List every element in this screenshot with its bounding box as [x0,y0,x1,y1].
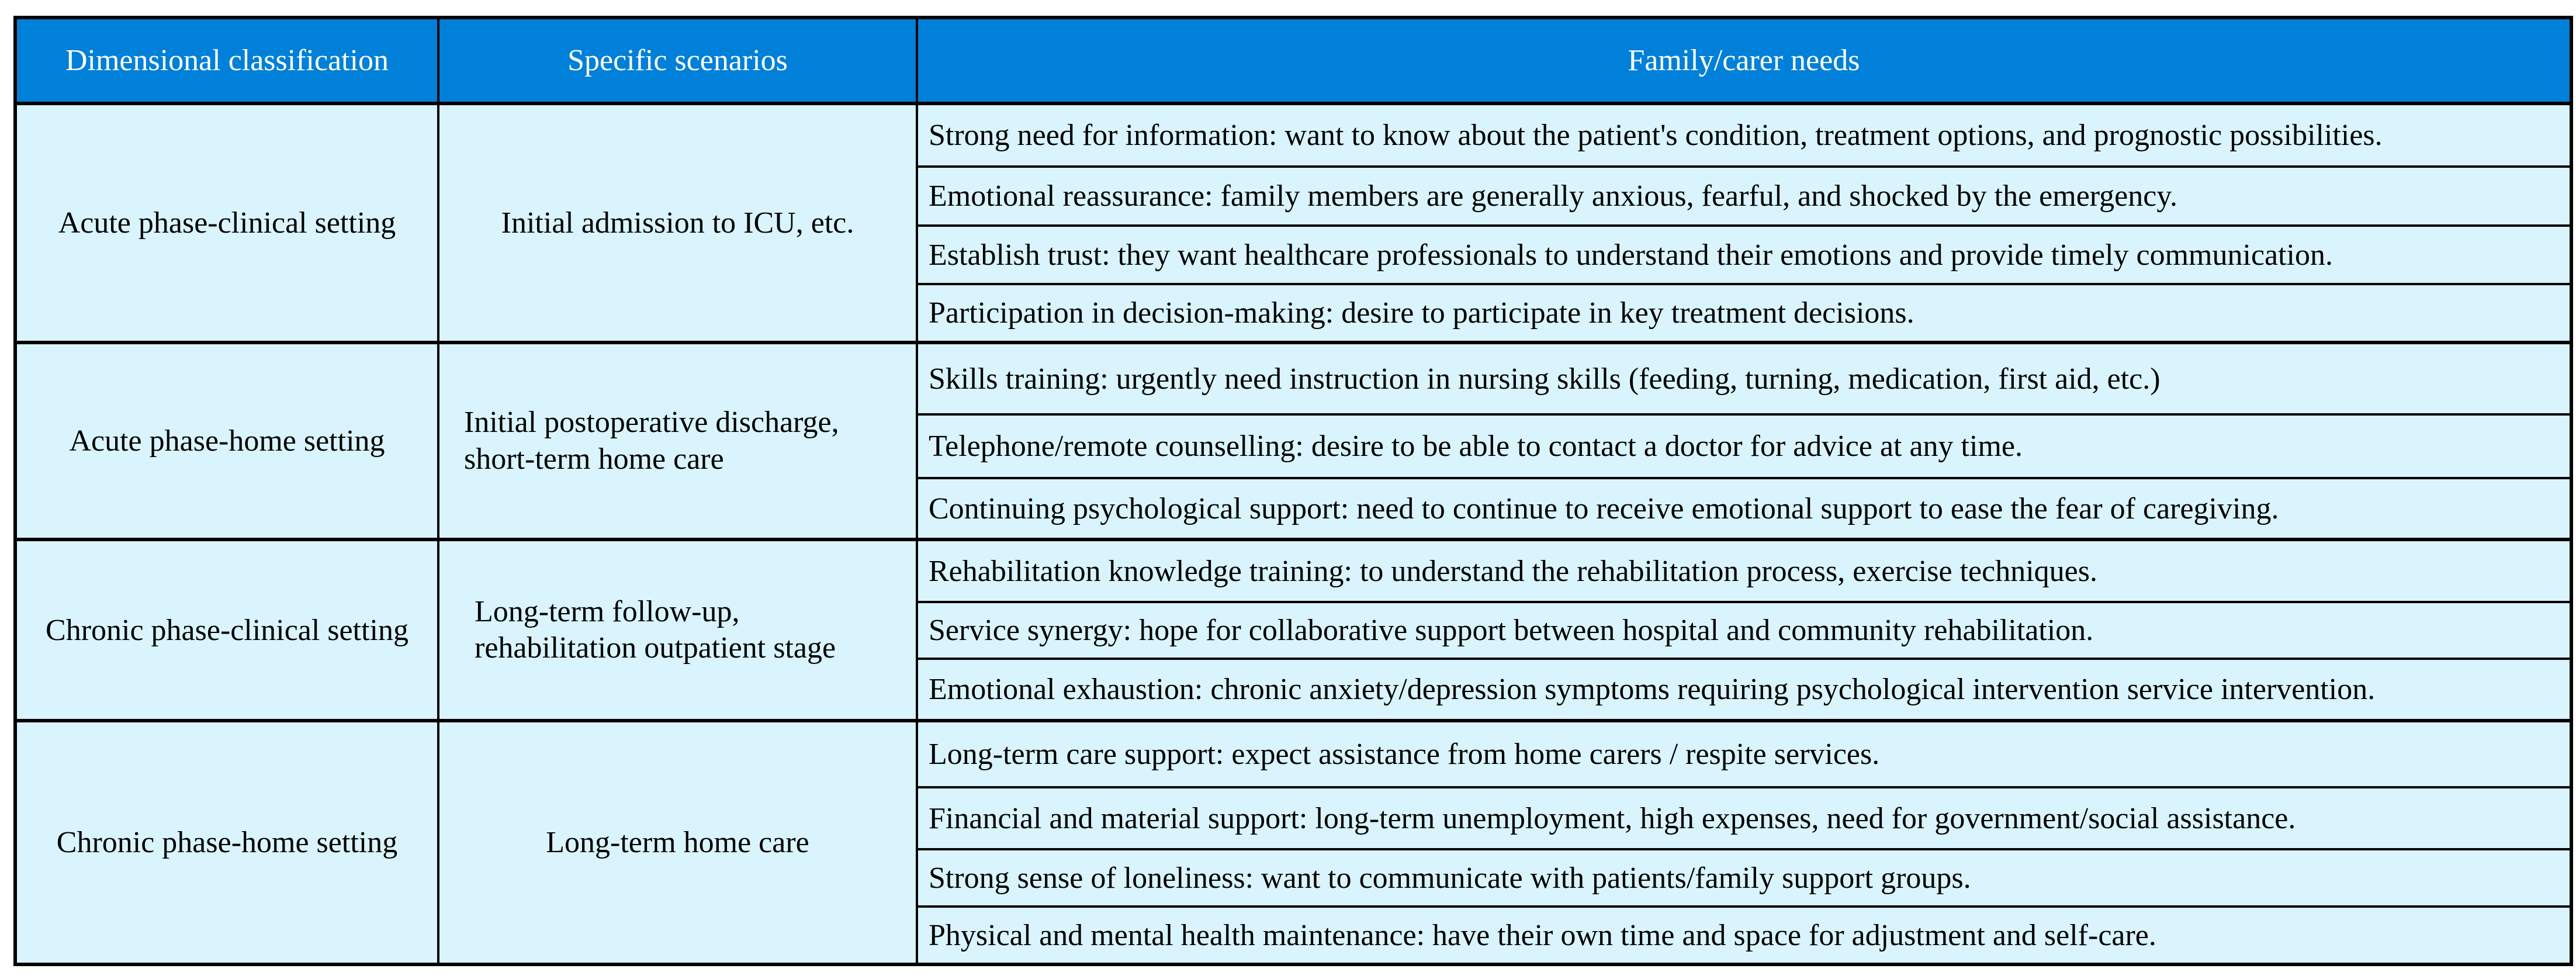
need-cell: Strong sense of loneliness: want to communicate with patients/family support groups. [917,849,2571,907]
table-row [15,539,2571,602]
need-cell: Emotional reassurance: family members are generally anxious, fearful, and shocked by the emergency. [917,167,2571,226]
header-row [15,18,2571,103]
need-cell: Skills training: urgently need instruction in nursing skills (feeding, turning, medication, first aid, etc.) [917,343,2571,414]
header-specific-scenarios: Specific scenarios [438,18,917,103]
need-cell: Long-term care support: expect assistance from home carers / respite services. [917,721,2571,787]
table-header [15,18,2571,103]
need-cell: Rehabilitation knowledge training: to understand the rehabilitation process, exercise techniques. [917,539,2571,602]
need-cell: Strong need for information: want to know about the patient's condition, treatment options, and prognostic possibilities. [917,103,2571,167]
need-cell: Telephone/remote counselling: desire to be able to contact a doctor for advice at any time. [917,414,2571,478]
scenario-line: rehabilitation outpatient stage [475,631,836,665]
family-carer-needs-table [13,16,2573,966]
table-row [15,343,2571,414]
need-cell: Financial and material support: long-term unemployment, high expenses, need for government/social assistance. [917,787,2571,849]
scenario-line: short-term home care [464,442,724,476]
need-cell: Physical and mental health maintenance: have their own time and space for adjustment and self-care. [917,907,2571,964]
scenario-cell [438,343,917,539]
scenario-line: Initial postoperative discharge, [464,406,839,440]
dimension-cell: Acute phase-home setting [15,343,438,539]
dimension-cell: Chronic phase-home setting [15,721,438,964]
need-cell: Establish trust: they want healthcare professionals to understand their emotions and provide timely communication. [917,226,2571,284]
need-cell: Participation in decision-making: desire to participate in key treatment decisions. [917,284,2571,343]
scenario-cell [438,539,917,721]
need-cell: Continuing psychological support: need to continue to receive emotional support to ease the fear of caregiving. [917,478,2571,539]
dimension-cell: Chronic phase-clinical setting [15,539,438,721]
header-family-carer-needs: Family/carer needs [917,18,2571,103]
table-row [15,103,2571,167]
header-dimensional-classification: Dimensional classification [15,18,438,103]
dimension-cell: Acute phase-clinical setting [15,103,438,343]
table-row [15,721,2571,787]
scenario-cell: Long-term home care [438,721,917,964]
table-body [15,103,2571,964]
scenario-cell: Initial admission to ICU, etc. [438,103,917,343]
scenario-line: Long-term follow-up, [475,594,740,628]
need-cell: Service synergy: hope for collaborative support between hospital and community rehabilitation. [917,602,2571,659]
need-cell: Emotional exhaustion: chronic anxiety/depression symptoms requiring psychological intervention service intervention. [917,659,2571,721]
